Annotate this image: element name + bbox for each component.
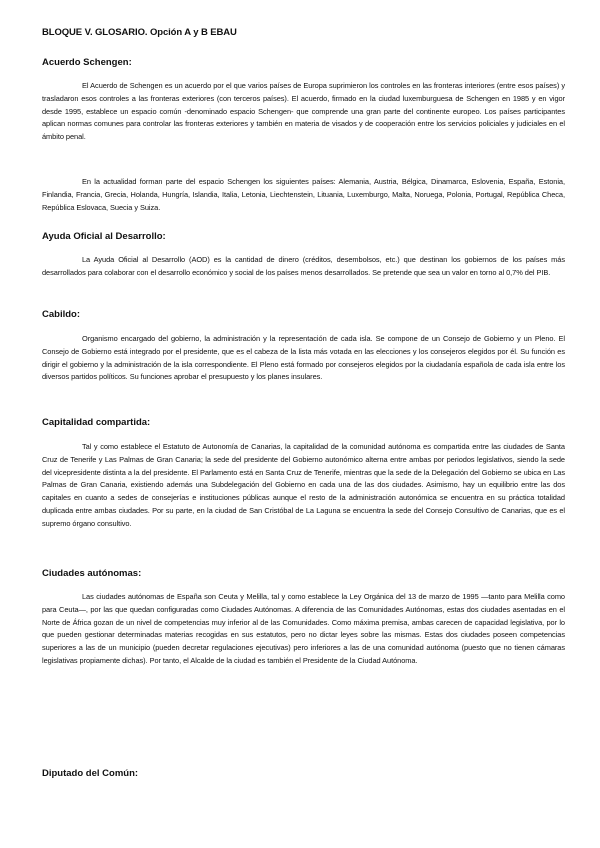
heading-diputado-comun: Diputado del Común:	[42, 768, 139, 779]
paragraph-capitalidad: Tal y como establece el Estatuto de Autonomía de Canarias, la capitalidad de la comunidad autónoma es compartida entre las ciudades de Santa Cruz de Tenerife y Las Palmas de Gran Canaria; la sede del presidente del Gobierno autonómico alterna entre ambas por periodos legislativos, siendo la sede del vicepresidente distinta a la del presidente. El Parlamento está en Santa Cruz de Tenerife, mientras que la sede de la Delegación del Gobierno se ubica en Las Palmas de Gran Canaria, existiendo además una Subdelegación del Gobierno en cada una de las dos ciudades. Asimismo, hay un equilibrio entre las dos capitales en cuanto a sedes de consejerías e instituciones públicas aunque el resto de la administración autonómica se encuentra en su práctica totalidad duplicada entre ambas ciudades. Por su parte, en la ciudad de San Cristóbal de La Laguna se encuentra la sede del Consejo Consultivo de Canarias, que es el supremo órgano consultivo.	[42, 442, 565, 528]
heading-acuerdo-schengen: Acuerdo Schengen:	[42, 57, 132, 68]
paragraph-ayuda-oficial: La Ayuda Oficial al Desarrollo (AOD) es la cantidad de dinero (créditos, desembolsos, etc.) que destinan los gobiernos de los países más desarrollados para colaborar con el desarrollo económico y social de los países menos desarrollados. Se pretende que sea un valor en torno al 0,7% del PIB.	[42, 255, 565, 277]
heading-cabildo: Cabildo:	[42, 309, 80, 320]
paragraph-ciudades-autonomas: Las ciudades autónomas de España son Ceuta y Melilla, tal y como establece la Ley Orgánica del 13 de marzo de 1995 —tanto para Melilla como para Ceuta—, por las que quedan configuradas como Ciudades Autónomas. A diferencia de las Comunidades Autónomas, estas dos ciudades asentadas en el Norte de África gozan de un nivel de competencias muy inferior al de las Comunidades. Como máxima premisa, ambas carecen de capacidad legislativa, por lo que pueden gestionar determinadas materias recogidas en sus estatutos, pero no dictar leyes sobre las mismas. Estas dos ciudades poseen competencias superiores a las de un municipio (pueden decretar regulaciones ejecutivas) pero inferiores a las de una comunidad autónoma (puesto que no tienen cámaras legislativas propiamente dichas). Por tanto, el Alcalde de la ciudad es también el Presidente de la Ciudad Autónoma.	[42, 592, 565, 665]
heading-capitalidad: Capitalidad compartida:	[42, 417, 151, 428]
document-title: BLOQUE V. GLOSARIO. Opción A y B EBAU	[42, 27, 237, 38]
paragraph-schengen-countries: En la actualidad forman parte del espacio Schengen los siguientes países: Alemania, Austria, Bélgica, Dinamarca, Eslovenia, España, Estonia, Finlandia, Francia, Grecia, Holanda, Hungría, Islandia, Italia, Letonia, Liechtenstein, Lituania, Luxemburgo, Malta, Noruega, Polonia, Portugal, República Checa, República Eslovaca, Suecia y Suiza.	[42, 177, 565, 212]
heading-ayuda-oficial: Ayuda Oficial al Desarrollo:	[42, 231, 166, 242]
heading-ciudades-autonomas: Ciudades autónomas:	[42, 568, 142, 579]
paragraph-schengen-definition: El Acuerdo de Schengen es un acuerdo por el que varios países de Europa suprimieron los controles en las fronteras interiores (entre esos países) y trasladaron esos controles a las fronteras exteriores (con terceros países). El acuerdo, firmado en la ciudad luxemburguesa de Schengen en 1985 y en vigor desde 1995, establece un espacio común -denominado espacio Schengen- que comprende una gran parte del continente europeo. Los países participantes aplican normas comunes para controlar las fronteras exteriores y también en materia de visados y de cooperación entre los servicios policiales y judiciales en el ámbito penal.	[42, 81, 565, 142]
paragraph-cabildo: Organismo encargado del gobierno, la administración y la representación de cada isla. Se compone de un Consejo de Gobierno y un Pleno. El Consejo de Gobierno está integrado por el presidente, que es el cabeza de la lista más votada en las elecciones y los consejeros elegidos por él. Su función es dirigir el gobierno y la administración de la isla correspondiente. El Pleno está formado por consejeros elegidos por la ciudadanía española de cada isla entre los diversos partidos políticos. Su funciones aprobar el presupuesto y los planes insulares.	[42, 334, 565, 382]
